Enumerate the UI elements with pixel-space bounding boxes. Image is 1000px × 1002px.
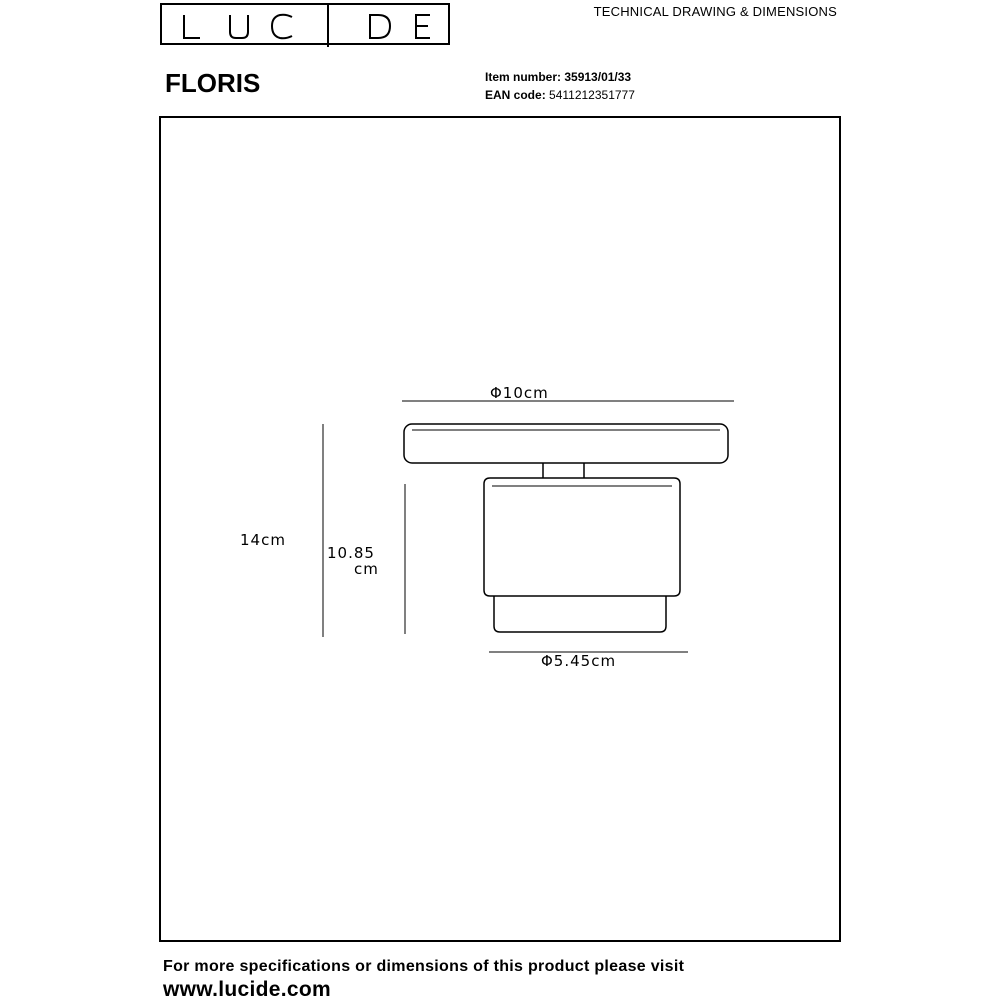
total-height-label: 14cm: [240, 531, 286, 549]
body-height-unit: cm: [354, 560, 379, 578]
ean-label: EAN code: [485, 88, 542, 102]
footer-url-link[interactable]: www.lucide.com: [163, 978, 331, 1001]
item-number-label: Item number: [485, 70, 558, 84]
document-title: TECHNICAL DRAWING & DIMENSIONS: [593, 4, 837, 19]
top-diameter-label: Φ10cm: [490, 384, 549, 402]
lamp-base: [494, 596, 666, 632]
ean-value: 5411212351777: [549, 88, 635, 102]
item-number-row: Item number: 35913/01/33: [485, 70, 632, 84]
base-diameter-label: Φ5.45cm: [541, 652, 617, 670]
product-name: FLORIS: [165, 68, 261, 98]
item-number-value: 35913/01/33: [564, 70, 632, 84]
body-height-value: 10.85: [327, 544, 375, 562]
lamp-body: [484, 478, 680, 596]
footer-note: For more specifications or dimensions of this product please visit: [163, 958, 685, 975]
ean-row: EAN code: 5411212351777: [485, 88, 635, 102]
